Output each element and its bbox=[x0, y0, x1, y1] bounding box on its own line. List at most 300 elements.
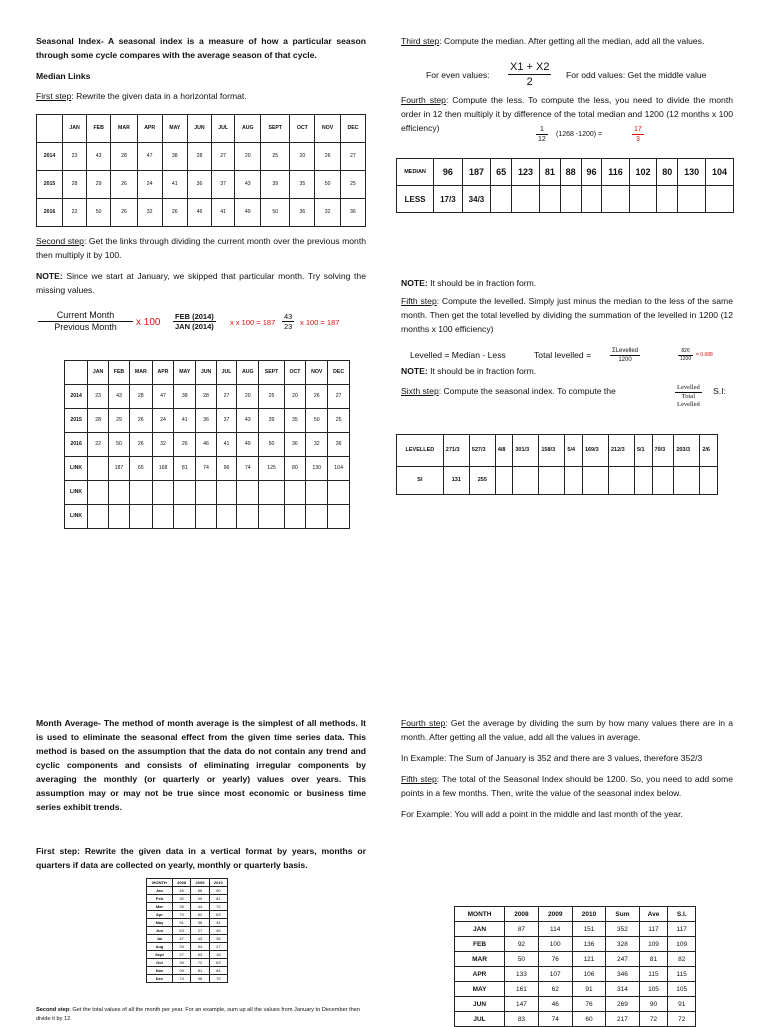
table-cell: 147 bbox=[505, 997, 539, 1012]
table-cell: 81 bbox=[209, 895, 227, 903]
table-cell: 27 bbox=[340, 143, 365, 171]
header-cell: FEB bbox=[87, 115, 111, 143]
table-cell: 32 bbox=[172, 895, 190, 903]
header-cell: 2008 bbox=[172, 879, 190, 887]
less-cell bbox=[512, 186, 540, 213]
sixth-step-label: Sixth step bbox=[401, 386, 439, 396]
header-cell: 2009 bbox=[191, 879, 209, 887]
row-label-cell: 2015 bbox=[65, 409, 88, 433]
table-row bbox=[147, 895, 228, 903]
header-cell: MAR bbox=[129, 361, 152, 385]
table-cell: 96 bbox=[191, 975, 209, 983]
table-cell: 63 bbox=[191, 951, 209, 959]
table-cell bbox=[284, 481, 306, 505]
table-cell bbox=[88, 505, 109, 529]
table-cell: 27 bbox=[216, 385, 236, 409]
table-cell: 24 bbox=[137, 171, 162, 199]
median-cell: 130 bbox=[678, 159, 706, 186]
median-links-heading: Median Links bbox=[36, 71, 91, 81]
table-cell: 121 bbox=[572, 952, 606, 967]
table-row bbox=[147, 975, 228, 983]
header-cell: JUN bbox=[187, 115, 211, 143]
table-cell: 43 bbox=[87, 143, 111, 171]
table-cell: 37 bbox=[216, 409, 236, 433]
row-label-cell: Sept bbox=[147, 951, 173, 959]
table-cell: 43 bbox=[235, 171, 261, 199]
table-cell: 50 bbox=[87, 199, 111, 227]
table-cell: 91 bbox=[668, 997, 696, 1012]
fifth-step-label: Fifth step bbox=[401, 296, 437, 306]
43-23-fraction bbox=[282, 312, 294, 331]
less-cell: 17/3 bbox=[434, 186, 463, 213]
table-cell: 65 bbox=[129, 457, 152, 481]
header-cell: APR bbox=[137, 115, 162, 143]
row-label-cell: Dec bbox=[147, 975, 173, 983]
table-cell: 20 bbox=[284, 385, 306, 409]
table-cell: 269 bbox=[606, 997, 639, 1012]
table-cell: 50 bbox=[261, 199, 290, 227]
table-cell: 314 bbox=[606, 982, 639, 997]
link-table bbox=[64, 360, 350, 529]
eq2: x 100 = 187 bbox=[300, 318, 340, 327]
table-cell: 105 bbox=[668, 982, 696, 997]
first-step-paragraph bbox=[36, 89, 366, 103]
two: 2 bbox=[526, 76, 533, 88]
note2-block bbox=[401, 364, 733, 384]
second-step-text: : Get the links through dividing the current month over the previous month then multiply it by 100. bbox=[36, 236, 366, 260]
row-label-cell: MAR bbox=[455, 952, 505, 967]
si-cell bbox=[674, 467, 700, 495]
table-cell: 92 bbox=[505, 937, 539, 952]
table-row bbox=[455, 937, 696, 952]
table-cell: 82 bbox=[668, 952, 696, 967]
n1: 1 bbox=[536, 125, 548, 135]
table-cell: 27 bbox=[172, 951, 190, 959]
row-label-cell: Jun bbox=[147, 927, 173, 935]
table-cell: 352 bbox=[606, 922, 639, 937]
table-cell: 125 bbox=[259, 457, 284, 481]
header-cell: JUL bbox=[216, 361, 236, 385]
row-label-cell: 2014 bbox=[37, 143, 63, 171]
feb-2014: FEB (2014) bbox=[173, 312, 216, 322]
table-cell: 27 bbox=[328, 385, 350, 409]
less-cell bbox=[629, 186, 657, 213]
levelled-cell: 203/3 bbox=[674, 435, 700, 467]
table-cell: 74 bbox=[196, 457, 217, 481]
table-cell: 109 bbox=[639, 937, 668, 952]
levelled-cell: 169/3 bbox=[582, 435, 608, 467]
data-table-horizontal bbox=[36, 114, 366, 227]
table-cell bbox=[216, 505, 236, 529]
header-cell: AUG bbox=[235, 115, 261, 143]
third-step-label: Third step bbox=[401, 36, 440, 46]
levelled-si-table bbox=[396, 434, 718, 495]
table-cell: 63 bbox=[172, 927, 190, 935]
table-cell: 133 bbox=[505, 967, 539, 982]
note-text: Since we start at January, we skipped that particular month. Try solving the missing values. bbox=[36, 271, 366, 295]
table-cell: 36 bbox=[284, 433, 306, 457]
x1x2: X1 + X2 bbox=[510, 61, 550, 73]
table-cell: 38 bbox=[174, 385, 196, 409]
si-cell bbox=[495, 467, 513, 495]
less-cell bbox=[539, 186, 560, 213]
table-row bbox=[37, 199, 366, 227]
table-cell: 27 bbox=[209, 943, 227, 951]
table-cell: 28 bbox=[111, 143, 137, 171]
table-cell: 28 bbox=[129, 385, 152, 409]
table-cell: 87 bbox=[505, 922, 539, 937]
table-cell: 25 bbox=[261, 143, 290, 171]
link-fraction bbox=[38, 310, 133, 333]
br-fourth-step-text: : Get the average by dividing the sum by how many values there are in a month. After getting all the value, add all the values in average. bbox=[401, 718, 733, 742]
header-cell: JAN bbox=[62, 115, 86, 143]
row-label-cell: LINK bbox=[65, 457, 88, 481]
less-cell bbox=[491, 186, 512, 213]
row-label-cell: Nov bbox=[147, 967, 173, 975]
table-row bbox=[147, 919, 228, 927]
header-cell: OCT bbox=[290, 115, 315, 143]
median-cell: 116 bbox=[602, 159, 629, 186]
table-cell: 74 bbox=[538, 1012, 572, 1027]
even-fraction bbox=[508, 60, 551, 89]
table-cell: 83 bbox=[505, 1012, 539, 1027]
month-average-paragraph: Month Average- The method of month average is the simplest of all methods. It is used to eliminate the seasonal effect from the given time series data. This method is based on the assumption that the data do not contain any trend and cyclic components and consists of eliminating irregular components by averaging the monthly (or quarterly or yearly) values over years. This assumption may or may not be true since most economic or business time series exhibit trends. bbox=[36, 718, 366, 812]
table-cell: 63 bbox=[209, 911, 227, 919]
table-cell: 28 bbox=[187, 143, 211, 171]
table-cell: 39 bbox=[261, 171, 290, 199]
table-cell: 62 bbox=[538, 982, 572, 997]
table-cell: 38 bbox=[162, 143, 187, 171]
bl-first-step bbox=[36, 844, 366, 879]
table-cell: 217 bbox=[606, 1012, 639, 1027]
table-cell: 79 bbox=[209, 975, 227, 983]
table-cell bbox=[109, 505, 130, 529]
table-cell bbox=[174, 481, 196, 505]
table-cell: 26 bbox=[306, 385, 328, 409]
table-cell: 26 bbox=[162, 199, 187, 227]
third-step-text: : Compute the median. After getting all the median, add all the values. bbox=[439, 36, 705, 46]
bl-second-step bbox=[36, 1006, 366, 1024]
table-cell: 70 bbox=[172, 911, 190, 919]
table-cell: 27 bbox=[212, 143, 235, 171]
table-cell: 50 bbox=[306, 409, 328, 433]
table-cell: 28 bbox=[62, 171, 86, 199]
table-cell: 26 bbox=[111, 171, 137, 199]
levelled-cell: 271/3 bbox=[443, 435, 469, 467]
header-cell: DEC bbox=[340, 115, 365, 143]
median-cell: 104 bbox=[706, 159, 734, 186]
median-cell: 123 bbox=[512, 159, 540, 186]
table-cell: 76 bbox=[538, 952, 572, 967]
row-label-cell: 2016 bbox=[37, 199, 63, 227]
table-cell: 187 bbox=[109, 457, 130, 481]
table-cell: 28 bbox=[88, 409, 109, 433]
table-cell: 247 bbox=[606, 952, 639, 967]
br-fifth-step-text: : The total of the Seasonal Index should be 1200. So, you need to add some points in a few months. Then, write the value of the seasonal index below. bbox=[401, 774, 733, 798]
table-cell: 46 bbox=[196, 433, 217, 457]
table-row bbox=[147, 887, 228, 895]
si-cell bbox=[565, 467, 583, 495]
total-levelled-eq: Total levelled = bbox=[534, 350, 592, 360]
si-label: S.I: bbox=[713, 386, 726, 396]
median-cell: 65 bbox=[491, 159, 512, 186]
median-cell: 96 bbox=[581, 159, 602, 186]
br-example2: For Example: You will add a point in the middle and last month of the year. bbox=[401, 809, 683, 819]
table-cell: 74 bbox=[172, 975, 190, 983]
table-cell: 23 bbox=[88, 385, 109, 409]
table-cell bbox=[129, 505, 152, 529]
table-cell: 50 bbox=[315, 171, 341, 199]
total-levelled-result: = 0.688 bbox=[696, 352, 713, 358]
table-cell bbox=[174, 505, 196, 529]
table-row bbox=[37, 143, 366, 171]
table-row bbox=[147, 943, 228, 951]
table-row bbox=[37, 171, 366, 199]
n17: 17 bbox=[634, 126, 642, 133]
month-average-block bbox=[36, 716, 366, 821]
table-cell: 35 bbox=[290, 171, 315, 199]
table-cell: 346 bbox=[606, 967, 639, 982]
table-cell: 130 bbox=[306, 457, 328, 481]
table-cell: 32 bbox=[315, 199, 341, 227]
table-cell: 09 bbox=[172, 967, 190, 975]
table-row bbox=[455, 982, 696, 997]
median-cell: 88 bbox=[560, 159, 581, 186]
table-cell: 45 bbox=[172, 887, 190, 895]
less-fraction-1-12 bbox=[536, 125, 548, 144]
table-cell: 81 bbox=[174, 457, 196, 481]
si-cell bbox=[513, 467, 539, 495]
levelled-cell: 158/3 bbox=[539, 435, 565, 467]
table-cell: 90 bbox=[639, 997, 668, 1012]
br-fourth-step-label: Fourth step bbox=[401, 718, 446, 728]
row-label-cell: Jan bbox=[147, 887, 173, 895]
table-cell: 25 bbox=[259, 385, 284, 409]
less-row bbox=[397, 186, 734, 213]
table-cell: 25 bbox=[328, 409, 350, 433]
second-step-label: Second step bbox=[36, 236, 84, 246]
median-cell: 102 bbox=[629, 159, 657, 186]
table-cell bbox=[237, 505, 259, 529]
header-cell: Ave bbox=[639, 907, 668, 922]
table-cell: 22 bbox=[62, 199, 86, 227]
first-step-label: First step bbox=[36, 91, 72, 101]
table-cell: 90 bbox=[209, 887, 227, 895]
table-cell: 36 bbox=[187, 171, 211, 199]
table-cell: 35 bbox=[284, 409, 306, 433]
table-cell: 114 bbox=[538, 922, 572, 937]
table-cell bbox=[152, 481, 174, 505]
less-cell bbox=[581, 186, 602, 213]
current-month-label: Current Month bbox=[38, 310, 133, 322]
header-cell: MONTH bbox=[455, 907, 505, 922]
header-row bbox=[455, 907, 696, 922]
table-cell: 41 bbox=[174, 409, 196, 433]
table-cell: 20 bbox=[235, 143, 261, 171]
table-cell bbox=[196, 505, 217, 529]
row-label-cell: Apr bbox=[147, 911, 173, 919]
table-cell: 20 bbox=[237, 385, 259, 409]
first-step-text: : Rewrite the given data in a horizontal format. bbox=[71, 91, 247, 101]
table-row bbox=[147, 911, 228, 919]
header-row bbox=[37, 115, 366, 143]
fourth-step-label: Fourth step bbox=[401, 95, 446, 105]
table-cell: 32 bbox=[152, 433, 174, 457]
table-cell: 36 bbox=[328, 433, 350, 457]
table-cell bbox=[328, 505, 350, 529]
table-cell: 26 bbox=[129, 409, 152, 433]
table-cell: 81 bbox=[639, 952, 668, 967]
less-mid: (1268 -1200) = bbox=[556, 131, 603, 138]
table-row bbox=[65, 505, 350, 529]
row-label-cell: LINK bbox=[65, 505, 88, 529]
row-label-cell: May bbox=[147, 919, 173, 927]
table-cell: 50 bbox=[109, 433, 130, 457]
table-cell bbox=[237, 481, 259, 505]
table-cell: 104 bbox=[328, 457, 350, 481]
table-cell bbox=[88, 481, 109, 505]
row-label-cell: JUN bbox=[455, 997, 505, 1012]
header-cell bbox=[37, 115, 63, 143]
header-cell: FEB bbox=[109, 361, 130, 385]
table-cell: 24 bbox=[152, 409, 174, 433]
si-cell bbox=[634, 467, 652, 495]
table-cell bbox=[259, 481, 284, 505]
header-cell: NOV bbox=[306, 361, 328, 385]
br-fifth-step-label: Fifth step bbox=[401, 774, 437, 784]
table-row bbox=[147, 927, 228, 935]
table-cell: 109 bbox=[668, 937, 696, 952]
table-cell bbox=[306, 505, 328, 529]
times-100: x 100 bbox=[136, 317, 161, 328]
row-label-cell: Feb bbox=[147, 895, 173, 903]
levelled-row bbox=[397, 435, 718, 467]
table-cell: 32 bbox=[137, 199, 162, 227]
less-cell bbox=[657, 186, 678, 213]
table-cell: 72 bbox=[668, 1012, 696, 1027]
seasonal-index-table bbox=[454, 906, 696, 1027]
table-cell: 117 bbox=[639, 922, 668, 937]
jan-2014: JAN (2014) bbox=[175, 322, 214, 331]
row-label-cell: Aug bbox=[147, 943, 173, 951]
median-row bbox=[397, 159, 734, 186]
table-cell: 20 bbox=[290, 143, 315, 171]
note-label-2: NOTE: bbox=[401, 278, 428, 288]
table-cell: 39 bbox=[259, 409, 284, 433]
less-label-cell: LESS bbox=[397, 186, 434, 213]
table-cell: 76 bbox=[572, 997, 606, 1012]
levelled-cell: 5/1 bbox=[634, 435, 652, 467]
levelled-cell: 70/3 bbox=[652, 435, 674, 467]
table-cell: 26 bbox=[315, 143, 341, 171]
table-cell bbox=[306, 481, 328, 505]
table-cell: 136 bbox=[572, 937, 606, 952]
table-row bbox=[147, 959, 228, 967]
table-cell: 39 bbox=[172, 959, 190, 967]
row-label-cell: Mar bbox=[147, 903, 173, 911]
median-less-table bbox=[396, 158, 734, 213]
seasonal-index-title: Seasonal Index- A seasonal index is a measure of how a particular season through some cycle compares with the average season of that cycle. bbox=[36, 36, 366, 60]
table-cell: 09 bbox=[191, 895, 209, 903]
table-cell: 107 bbox=[538, 967, 572, 982]
table-cell: 168 bbox=[152, 457, 174, 481]
header-row bbox=[147, 879, 228, 887]
row-label-cell: 2016 bbox=[65, 433, 88, 457]
d12: 12 bbox=[538, 136, 546, 143]
header-cell: Sum bbox=[606, 907, 639, 922]
median-cell: 80 bbox=[657, 159, 678, 186]
header-cell: NOV bbox=[315, 115, 341, 143]
header-cell: AUG bbox=[237, 361, 259, 385]
levelled-cell: 5/4 bbox=[565, 435, 583, 467]
less-cell bbox=[560, 186, 581, 213]
fifth-step-block bbox=[401, 276, 733, 340]
table-row bbox=[65, 409, 350, 433]
table-cell: 36 bbox=[209, 935, 227, 943]
table-cell: 41 bbox=[162, 171, 187, 199]
levelled-cell: 527/3 bbox=[469, 435, 495, 467]
table-cell: 151 bbox=[572, 922, 606, 937]
row-label-cell: LINK bbox=[65, 481, 88, 505]
table-cell: 72 bbox=[191, 959, 209, 967]
table-row bbox=[147, 903, 228, 911]
header-cell: APR bbox=[152, 361, 174, 385]
row-label-cell: 2014 bbox=[65, 385, 88, 409]
table-cell bbox=[196, 481, 217, 505]
odd-label: For odd values: Get the middle value bbox=[566, 70, 707, 80]
bl-first-step-text: First step: Rewrite the given data in a vertical format by years, months or quarters if data are collected on yearly, monthly or quarterly basis. bbox=[36, 846, 366, 870]
d3: 3 bbox=[635, 136, 640, 143]
table-cell: 60 bbox=[572, 1012, 606, 1027]
note2-text: It should be in fraction form. bbox=[427, 366, 537, 376]
si-label-cell: SI bbox=[397, 467, 444, 495]
n-43: 43 bbox=[284, 312, 293, 321]
table-row bbox=[455, 997, 696, 1012]
row-label-cell: APR bbox=[455, 967, 505, 982]
less-cell bbox=[678, 186, 706, 213]
row-label-cell: JUL bbox=[455, 1012, 505, 1027]
table-cell: 23 bbox=[62, 143, 86, 171]
table-cell: 47 bbox=[172, 935, 190, 943]
table-row bbox=[65, 433, 350, 457]
table-cell: 50 bbox=[259, 433, 284, 457]
table-cell: 43 bbox=[191, 935, 209, 943]
table-cell: 91 bbox=[172, 919, 190, 927]
table-cell: 36 bbox=[290, 199, 315, 227]
d1200b: 1200 bbox=[680, 356, 692, 362]
si-levelled2: Levelled bbox=[677, 401, 700, 408]
table-cell: 32 bbox=[306, 433, 328, 457]
header-cell: OCT bbox=[284, 361, 306, 385]
header-cell: DEC bbox=[328, 361, 350, 385]
header-row bbox=[65, 361, 350, 385]
levelled-cell: 212/3 bbox=[608, 435, 634, 467]
si-cell bbox=[582, 467, 608, 495]
table-cell: 117 bbox=[668, 922, 696, 937]
table-cell: 33 bbox=[172, 943, 190, 951]
table-cell bbox=[328, 481, 350, 505]
sixth-step-block bbox=[401, 384, 736, 418]
table-cell: 63 bbox=[209, 959, 227, 967]
table-cell: 29 bbox=[109, 409, 130, 433]
median-label-cell: MEDIAN bbox=[397, 159, 434, 186]
table-row bbox=[455, 967, 696, 982]
second-step-block bbox=[36, 234, 366, 304]
row-label-cell: Oct bbox=[147, 959, 173, 967]
total-levelled-fraction bbox=[610, 347, 640, 364]
table-cell: 46 bbox=[538, 997, 572, 1012]
table-cell: 18 bbox=[209, 951, 227, 959]
